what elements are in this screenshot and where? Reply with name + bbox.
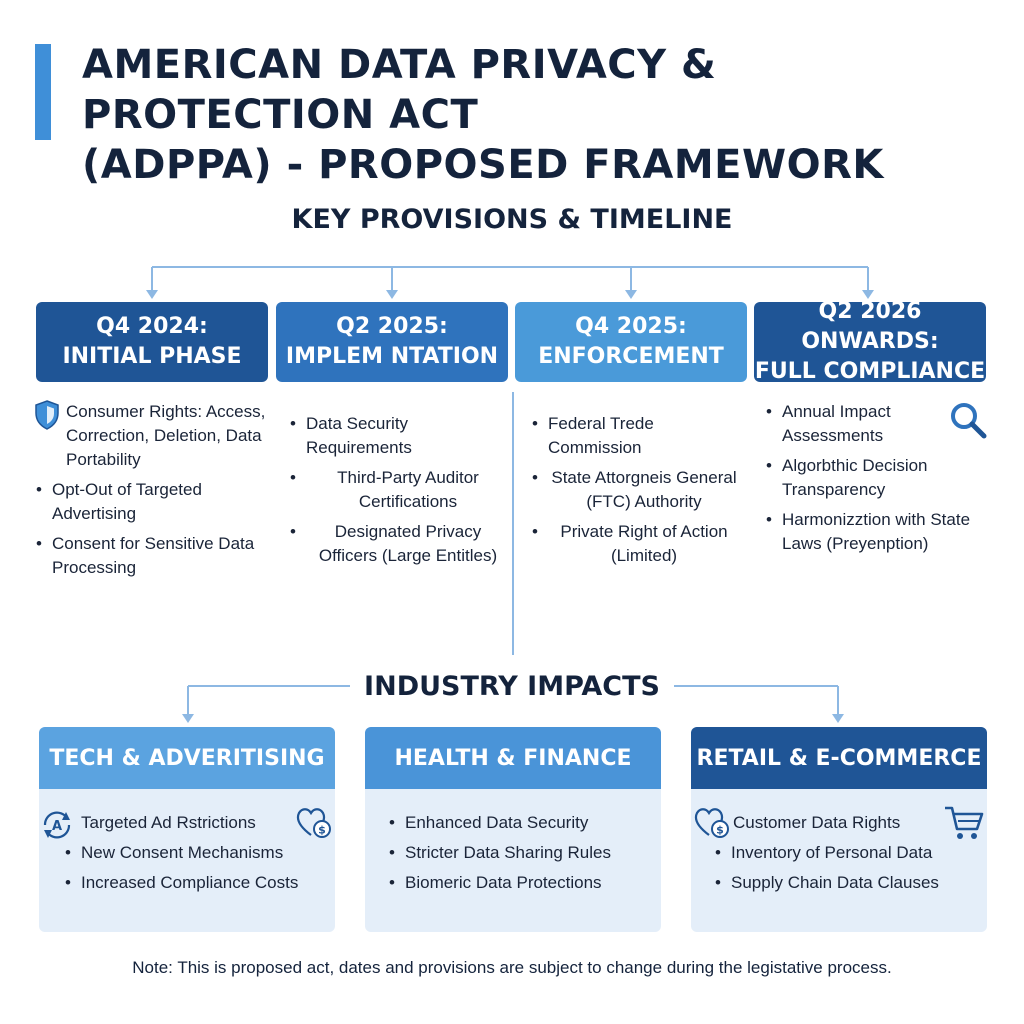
list-item: • Supply Chain Data Clauses: [713, 871, 987, 895]
list-item: • Annual Impact Assessments: [764, 400, 974, 448]
list-item: • Consent for Sensitive Data Processing: [34, 532, 274, 580]
phase-box-q2-2025: [276, 302, 508, 382]
disclaimer-note: Note: This is proposed act, dates and provisions are subject to change during the legistative process.: [132, 958, 892, 977]
phase-box-q4-2024: [36, 302, 268, 382]
list-item: Targeted Ad Rstrictions: [81, 813, 256, 832]
title-line-2: (ADPPA) - PROPOSED FRAMEWORK: [82, 142, 884, 188]
magnifier-icon: [948, 400, 988, 445]
phase-list-q4-2024: [34, 400, 274, 586]
impact-card-title: RETAIL & E-COMMERCE: [691, 727, 987, 789]
list-item: Consumer Rights: Access, Correction, Deletion, Data Portability: [34, 400, 274, 472]
svg-text:A: A: [51, 819, 63, 834]
phase-date: Q4 2024:: [96, 314, 208, 339]
timeline-heading: KEY PROVISIONS & TIMELINE: [291, 204, 733, 235]
list-item: • Increased Compliance Costs: [63, 871, 335, 895]
list-item: • Inventory of Personal Data: [713, 841, 987, 865]
list-item: Customer Data Rights: [733, 813, 901, 832]
svg-text:$: $: [716, 823, 724, 837]
phase-date: Q2 2025:: [336, 314, 448, 339]
phase-list-q2-2026: [764, 400, 974, 562]
phase-name: ENFORCEMENT: [538, 344, 724, 369]
impact-card-title: TECH & ADVERITISING: [39, 727, 335, 789]
impact-card-health: [365, 727, 661, 932]
list-item: • Enhanced Data Security: [387, 811, 661, 835]
phase-list-q2-2025: [288, 412, 510, 574]
list-item: • New Consent Mechanisms: [63, 841, 335, 865]
svg-text:$: $: [318, 823, 326, 837]
phase-name: INITIAL PHASE: [62, 344, 242, 369]
phase-box-q2-2026: [754, 299, 986, 384]
list-item: • Harmonizztion with State Laws (Preyenption): [764, 508, 974, 556]
list-item: • State Attorgneis General (FTC) Authority: [530, 466, 740, 514]
list-item: • Opt-Out of Targeted Advertising: [34, 478, 274, 526]
phase-date: Q2 2026 ONWARDS:: [801, 299, 939, 354]
list-item: • Algorbthic Decision Transparency: [764, 454, 974, 502]
phase-box-q4-2025: [515, 302, 747, 382]
list-item: • Federal Trede Commission: [530, 412, 740, 460]
impact-card-retail: [691, 727, 987, 932]
list-item: • Designated Privacy Officers (Large Entitles): [288, 520, 510, 568]
list-item: • Private Right of Action (Limited): [530, 520, 740, 568]
phase-name: FULL COMPLIANCE: [754, 359, 986, 384]
impacts-heading: INDUSTRY IMPACTS: [0, 671, 1024, 702]
impact-card-tech: [39, 727, 335, 932]
list-item: • Biomeric Data Protections: [387, 871, 661, 895]
phase-name: IMPLEM NTATION: [285, 344, 499, 369]
shield-icon: [34, 400, 60, 437]
phase-list-q4-2025: [530, 412, 740, 574]
phase-date: Q4 2025:: [575, 314, 687, 339]
title-line-1: AMERICAN DATA PRIVACY & PROTECTION ACT: [82, 42, 717, 138]
list-item: • Stricter Data Sharing Rules: [387, 841, 661, 865]
list-item: • Data Security Requirements: [288, 412, 510, 460]
list-item: • Third-Party Auditor Certifications: [288, 466, 510, 514]
impact-card-title: HEALTH & FINANCE: [365, 727, 661, 789]
